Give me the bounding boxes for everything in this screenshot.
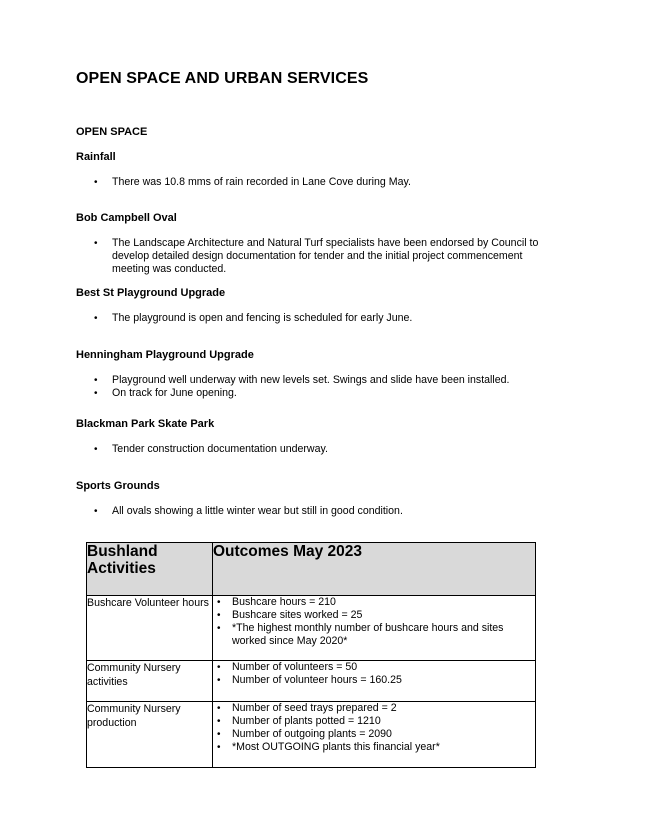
bullet-list-best-st-playground <box>76 312 546 325</box>
list-item: • Number of volunteer hours = 160.25 <box>213 674 535 687</box>
list-item: • *The highest monthly number of bushcare hours and sites worked since May 2020* <box>213 622 535 648</box>
bullet-list-henningham-playground <box>76 374 546 400</box>
item-heading-henningham-playground: Henningham Playground Upgrade <box>76 349 254 361</box>
table-row-label: Community Nursery activities <box>87 661 213 702</box>
bullet-list-sports-grounds <box>76 505 546 518</box>
bullet-list-bob-campbell-oval <box>76 237 546 276</box>
table-header-activities: Bushland Activities <box>87 543 213 596</box>
list-item: • Number of seed trays prepared = 2 <box>213 702 535 715</box>
bullet-list-rainfall <box>76 176 546 189</box>
item-heading-bob-campbell-oval: Bob Campbell Oval <box>76 212 177 224</box>
table-header-outcomes: Outcomes May 2023 <box>213 543 536 596</box>
bushland-activities-table <box>86 542 536 768</box>
bullet-list-blackman-park <box>76 443 546 456</box>
item-heading-best-st-playground: Best St Playground Upgrade <box>76 287 226 299</box>
table-row-label: Bushcare Volunteer hours <box>87 596 213 661</box>
item-heading-sports-grounds: Sports Grounds <box>76 480 160 492</box>
item-heading-rainfall: Rainfall <box>76 151 116 163</box>
list-item: • Number of outgoing plants = 2090 <box>213 728 535 741</box>
list-item: • There was 10.8 mms of rain recorded in Lane Cove during May. <box>76 176 546 189</box>
page-title: OPEN SPACE AND URBAN SERVICES <box>76 70 369 87</box>
list-item: • Bushcare sites worked = 25 <box>213 609 535 622</box>
list-item: • The playground is open and fencing is scheduled for early June. <box>76 312 546 325</box>
list-item: • Bushcare hours = 210 <box>213 596 535 609</box>
list-item: • Playground well underway with new levels set. Swings and slide have been installed. <box>76 374 546 387</box>
table-row <box>87 702 536 768</box>
table-row-label: Community Nursery production <box>87 702 213 768</box>
section-heading: OPEN SPACE <box>76 126 148 138</box>
table-header-row <box>87 543 536 596</box>
table-row-outcomes <box>213 596 536 661</box>
list-item: • On track for June opening. <box>76 387 546 400</box>
table-row-outcomes <box>213 661 536 702</box>
list-item: • The Landscape Architecture and Natural Turf specialists have been endorsed by Council to develop detailed design documentation for tender and the initial project commencement meeting was conducted. <box>76 237 546 276</box>
table-row-outcomes <box>213 702 536 768</box>
table-row <box>87 596 536 661</box>
list-item: • Tender construction documentation underway. <box>76 443 546 456</box>
list-item: • Number of plants potted = 1210 <box>213 715 535 728</box>
table-row <box>87 661 536 702</box>
list-item: • *Most OUTGOING plants this financial year* <box>213 741 535 754</box>
item-heading-blackman-park: Blackman Park Skate Park <box>76 418 215 430</box>
list-item: • Number of volunteers = 50 <box>213 661 535 674</box>
list-item: • All ovals showing a little winter wear but still in good condition. <box>76 505 546 518</box>
